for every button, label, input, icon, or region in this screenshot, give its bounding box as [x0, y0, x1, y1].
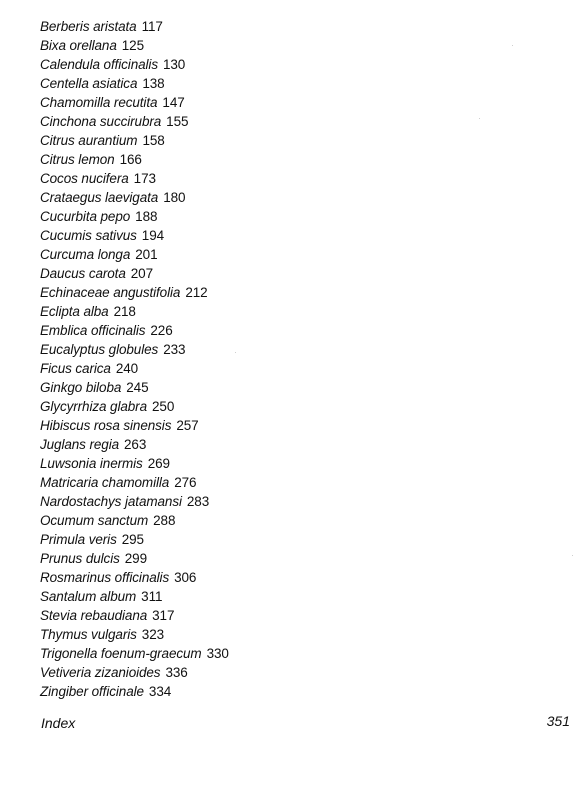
index-entry — [40, 568, 229, 587]
plant-name: Centella asiatica — [40, 76, 138, 91]
index-entry — [40, 36, 229, 55]
index-entry — [40, 587, 229, 606]
page-reference: 117 — [141, 19, 163, 34]
plant-name: Citrus aurantium — [40, 133, 138, 148]
plant-name: Daucus carota — [40, 266, 126, 281]
page-reference: 323 — [141, 627, 165, 642]
index-entry — [40, 131, 229, 150]
plant-name: Ginkgo biloba — [40, 380, 122, 395]
page-reference: 201 — [135, 247, 158, 262]
plant-name: Eucalyptus globules — [40, 342, 159, 357]
page-reference: 158 — [142, 133, 165, 148]
plant-name: Matricaria chamomilla — [40, 475, 170, 490]
plant-name: Stevia rebaudiana — [40, 608, 148, 623]
page-reference: 317 — [152, 608, 175, 623]
index-entry — [40, 682, 229, 701]
index-entry — [40, 359, 229, 378]
index-entry — [40, 606, 229, 625]
index-entry — [40, 207, 229, 226]
page-reference: 245 — [126, 380, 149, 395]
index-entry — [40, 188, 229, 207]
plant-name: Luwsonia inermis — [40, 456, 143, 471]
plant-name: Cucumis sativus — [40, 228, 137, 243]
page-reference: 188 — [135, 209, 158, 224]
page-reference: 180 — [163, 190, 186, 205]
page-reference: 283 — [186, 494, 210, 509]
index-entry — [40, 454, 229, 473]
plant-name: Bixa orellana — [40, 38, 117, 53]
footer-page-number: 351 — [546, 713, 570, 729]
page-reference: 295 — [121, 532, 144, 547]
plant-name: Curcuma longa — [40, 247, 131, 262]
plant-name: Santalum album — [40, 589, 137, 604]
index-entry — [40, 625, 229, 644]
page-reference: 336 — [165, 665, 188, 680]
footer-section-label: Index — [41, 715, 76, 731]
plant-name: Echinaceae angustifolia — [40, 285, 181, 300]
plant-name: Rosmarinus officinalis — [40, 570, 170, 585]
page-reference: 125 — [121, 38, 144, 53]
index-entry — [40, 397, 229, 416]
plant-name: Cinchona succirubra — [40, 114, 162, 129]
plant-name: Zingiber officinale — [40, 684, 144, 699]
index-entry — [40, 245, 229, 264]
page-reference: 173 — [133, 171, 156, 186]
plant-name: Chamomilla recutita — [40, 95, 158, 110]
page-reference: 250 — [152, 399, 175, 414]
page-reference: 288 — [153, 513, 176, 528]
plant-name: Berberis aristata — [40, 19, 137, 34]
plant-name: Thymus vulgaris — [40, 627, 137, 642]
index-entry — [40, 321, 229, 340]
page-reference: 147 — [162, 95, 185, 110]
index-entry — [40, 150, 229, 169]
page-reference: 207 — [130, 266, 153, 281]
page-reference: 130 — [162, 57, 186, 72]
page-reference: 166 — [119, 152, 142, 167]
page-reference: 226 — [150, 323, 173, 338]
plant-name: Juglans regia — [40, 437, 120, 452]
plant-name: Cocos nucifera — [40, 171, 129, 186]
plant-name: Cucurbita pepo — [40, 209, 131, 224]
page-reference: 299 — [124, 551, 147, 566]
index-entry — [40, 17, 229, 36]
page-reference: 269 — [147, 456, 170, 471]
index-entry — [40, 644, 229, 663]
page-reference: 257 — [176, 418, 199, 433]
index-entry — [40, 302, 229, 321]
plant-name: Calendula officinalis — [40, 57, 158, 72]
index-entry — [40, 549, 229, 568]
page-reference: 330 — [206, 646, 229, 661]
page-reference: 263 — [124, 437, 147, 452]
page-reference: 155 — [166, 114, 189, 129]
index-entry — [40, 435, 229, 454]
plant-name: Hibiscus rosa sinensis — [40, 418, 172, 433]
page-reference: 311 — [141, 589, 163, 604]
paper-speck — [479, 118, 480, 119]
paper-speck — [512, 45, 513, 46]
paper-speck — [235, 352, 236, 353]
index-entry — [40, 226, 229, 245]
index-entry — [40, 473, 229, 492]
plant-name: Crataegus laevigata — [40, 190, 159, 205]
plant-name: Emblica officinalis — [40, 323, 146, 338]
page-reference: 334 — [148, 684, 172, 699]
page-reference: 240 — [115, 361, 139, 376]
page-reference: 276 — [174, 475, 197, 490]
index-entry — [40, 283, 229, 302]
index-entry-list — [40, 17, 229, 701]
plant-name: Prunus dulcis — [40, 551, 120, 566]
plant-name: Nardostachys jatamansi — [40, 494, 182, 509]
plant-name: Ocumum sanctum — [40, 513, 149, 528]
page-reference: 306 — [174, 570, 197, 585]
plant-name: Ficus carica — [40, 361, 111, 376]
plant-name: Primula veris — [40, 532, 117, 547]
index-entry — [40, 74, 229, 93]
index-entry — [40, 492, 229, 511]
page-reference: 194 — [141, 228, 165, 243]
index-entry — [40, 511, 229, 530]
page-reference: 138 — [142, 76, 165, 91]
index-entry — [40, 264, 229, 283]
page-reference: 212 — [185, 285, 208, 300]
index-entry — [40, 416, 229, 435]
index-entry — [40, 112, 229, 131]
index-entry — [40, 378, 229, 397]
index-entry — [40, 55, 229, 74]
plant-name: Eclipta alba — [40, 304, 109, 319]
plant-name: Vetiveria zizanioides — [40, 665, 161, 680]
index-entry — [40, 340, 229, 359]
index-entry — [40, 93, 229, 112]
plant-name: Citrus lemon — [40, 152, 115, 167]
paper-speck — [572, 555, 573, 556]
page-reference: 233 — [163, 342, 186, 357]
page-reference: 218 — [113, 304, 136, 319]
plant-name: Trigonella foenum-graecum — [40, 646, 202, 661]
index-entry — [40, 663, 229, 682]
index-entry — [40, 169, 229, 188]
index-entry — [40, 530, 229, 549]
plant-name: Glycyrrhiza glabra — [40, 399, 147, 414]
